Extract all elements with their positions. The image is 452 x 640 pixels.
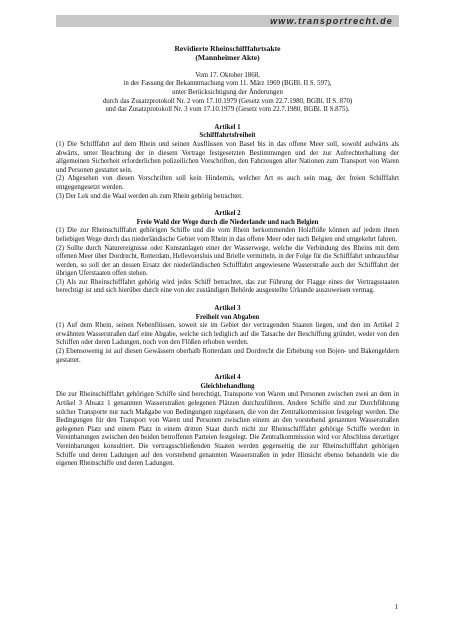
document-body [56,44,399,469]
article-paragraph: Die zur Rheinschifffahrt gehörigen Schiffe sind berechtigt, Transporte von Waren und Personen zwischen zwei an dem in Artikel 3 Absatz 1 genannten Wasserstraßen gelegenen Plätzen durchzuführen. Andere Schiffe sind zur Durchführung solcher Transporte nur nach Maßgabe von Bedingungen zugelassen, die von der Zentralkommission festgelegt werden. Die Bedingungen für den Transport von Waren und Personen zwischen einem an den vorstehend genannten Wasserstraßen gelegenen Platz und einem Platz in einem dritten Staat durch nicht zur Rheinschifffahrt gehörige Schiffe werden in Vereinbarungen zwischen den beiden betroffenen Parteien festgelegt. Die Zentralkommission wird vor Abschluss derartiger Vereinbarungen konsultiert. Die vertragsschließenden Staaten werden gegenseitig die zur Rheinschifffahrt gehörigen Schiffe und deren Ladungen auf den vorstehend genannten Wasserstraßen in jeder Hinsicht ebenso behandeln wie die eigenen Rheinschiffe und deren Ladungen. [56,391,399,468]
article-paragraph: (3) Als zur Rheinschifffahrt gehörig wird jedes Schiff betrachtet, das zur Führung der Flagge eines der Vertragsstaaten berechtigt ist und sich hierüber durch eine von der zuständigen Behörde ausgestellte Urkunde auszuweisen vermag. [56,278,399,295]
article-paragraph: (1) Die Schifffahrt auf dem Rhein und seinen Ausflüssen von Basel bis in das offene Meer soll, sowohl aufwärts als abwärts, unter Beachtung der in diesem Vertrage festgesetzten Bestimmungen und der zur Aufrechterhaltung der allgemeinen Sicherheit erforderlichen polizeilichen Vorschriften, den Fahrzeugen aller Nationen zum Transport von Waren und Personen gestattet sein. [56,140,399,174]
article-1 [56,124,399,201]
article-number: Artikel 2 [214,210,241,218]
preamble-line: unter Berücksichtigung der Änderungen [172,89,283,96]
preamble-line: in der Fassung der Bekanntmachung vom 11. März 1969 (BGBl. II S. 597), [123,80,332,88]
article-4 [56,374,399,469]
article-paragraph: (2) Sollte durch Naturereignisse oder Kunstanlagen einer der Wasserwege, welche die Verbindung des Rheins mit dem offenen Meer über Dordrecht, Rotterdam, Hellevoetsluis und Brielle vermitteln, in der Folge für die Schifffahrt unbrauchbar werden, so soll der an dessen Ersatz der niederländischen Schifffahrt angewiesene Wasserstraße auch der Schifffahrt der übrigen Uferstaaten offen stehen. [56,244,399,278]
document-title [56,44,399,63]
subtitle-line: (Mannheimer Akte) [195,53,260,63]
article-heading: Freie Wahl der Wege durch die Niederlande und nach Belgien [136,218,319,226]
article-paragraph: (1) Die zur Rheinschifffahrt gehörigen Schiffe und die vom Rhein herkommenden Holzflöße können auf jedem ihnen beliebigen Wege durch das niederländische Gebiet vom Rhein in das offene Meer oder nach Belgien und umgekehrt fahren. [56,227,399,243]
article-2 [56,210,399,296]
article-heading: Schifffahrtsfreiheit [199,132,256,140]
preamble-line: durch das Zusatzprotokoll Nr. 2 vom 17.10.1979 (Gesetz vom 22.7.1980, BGBl. II S. 870) [102,97,353,105]
article-paragraph: (2) Abgesehen von diesen Vorschriften soll kein Hindernis, welcher Art es auch sein mag, der freien Schifffahrt entgegengesetzt werden. [56,175,399,191]
article-heading: Gleichbehandlung [200,382,255,390]
article-paragraph: (2) Ebensowenig ist auf diesen Gewässern oberhalb Rotterdam und Dordrecht die Erhebung von Bojen- und Bakengeldern gestattet. [56,348,399,364]
site-header-bar [56,15,399,27]
site-url: www.transportrecht.de [270,16,393,26]
article-number: Artikel 4 [214,374,241,382]
preamble-line: und das Zusatzprotokoll Nr. 3 vom 17.10.1979 (Gesetz vom 22.7.1980, BGBl. II S.875). [105,106,350,114]
article-3 [56,305,399,365]
article-number: Artikel 3 [214,305,241,313]
page-number: 1 [394,603,398,611]
preamble-line: Vom 17. Oktober 1868, [195,71,260,79]
article-heading: Freiheit von Abgaben [195,313,260,321]
preamble [56,72,399,115]
article-paragraph: (1) Auf dem Rhein, seinen Nebenflüssen, soweit sie im Gebiet der vertragenden Staaten liegen, und den im Artikel 2 erwähnten Wasserstraßen darf eine Abgabe, welche sich lediglich auf die Tatsache der Beschiffung gründet, weder von den Schiffen oder deren Ladungen, noch von den Flößen erhoben werden. [56,322,399,347]
title-line: Revidierte Rheinschifffahrtsakte [174,44,281,53]
article-paragraph: (3) Der Lek und die Waal werden als zum Rhein gehörig betrachtet. [56,192,243,200]
article-number: Artikel 1 [214,123,241,131]
